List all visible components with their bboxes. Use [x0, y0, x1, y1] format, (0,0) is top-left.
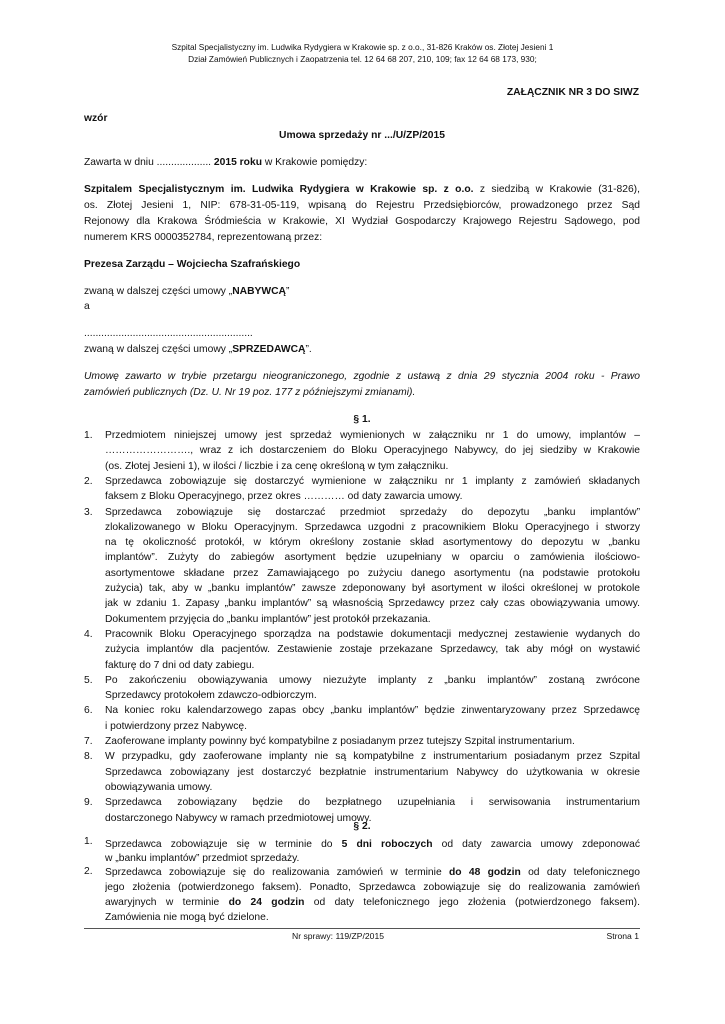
footer-page-number: Strona 1	[606, 931, 639, 941]
section-1-title: § 1.	[353, 414, 371, 425]
s1-item-number: 4.	[84, 628, 93, 640]
s2-item-2-number: 2.	[84, 866, 93, 877]
mode-line-1: Umowę zawarto w trybie przetargu nieograniczonego, zgodnie z ustawą z dnia 29 stycznia 2004 roku - Prawo	[84, 371, 640, 382]
footer-divider	[84, 928, 640, 929]
s1-item-line: faksem z Bloku Operacyjnego, przez okres ………… od daty zawarcia umowy.	[105, 491, 463, 503]
s1-item-number: 9.	[84, 797, 93, 809]
mode-line-2: zamówień publicznych (Dz. U. Nr 19 poz. 177 z późniejszymi zmianami).	[84, 387, 416, 398]
s2-item-1-number: 1.	[84, 836, 93, 847]
annex-label: ZAŁĄCZNIK NR 3 DO SIWZ	[506, 87, 639, 98]
s1-item-line: Sprzedawcy protokołem zdawczo-odbiorczym.	[105, 690, 317, 702]
s1-item-line: fakturę do 7 dni od daty zabiegu.	[105, 659, 255, 671]
seller-line: zwaną w dalszej części umowy „SPRZEDAWCĄ”.	[84, 344, 312, 355]
draft-label: wzór	[84, 113, 108, 124]
s1-item-line: zużycia implantów dla pacjentów. Zestawienie zostaje przekazane Sprzedawcy, tak aby mógł on wystawić	[105, 644, 640, 656]
s1-item-line: Zaoferowane implanty powinny być kompatybilne z posiadanym przez tutejszy Szpital instrumentarium.	[105, 736, 575, 747]
s1-item-number: 7.	[84, 736, 93, 747]
s1-item-line: Sprzedawca zobowiązany będzie do bezpłatnego uzupełniania i serwisowania instrumentarium	[105, 797, 640, 809]
s2-item-2-line-3: awaryjnych w terminie do 24 godzin od daty telefonicznego jego złożenia (potwierdzonego faksem).	[105, 897, 640, 908]
s1-item-line: jak w zdaniu 1. Zapasy „banku implantów” są własnością Sprzedawcy przez cały czas obowiązywania umowy.	[105, 598, 640, 610]
party1-line-2: os. Złotej Jesieni 1, NIP: 678-31-05-119, wpisaną do Rejestru Przedsiębiorców, prowadzonego przez Sąd	[84, 200, 640, 211]
s1-item-line: Sprzedawca zobowiązuje się dostarczać przedmiot sprzedaży do depozytu „banku implantów”	[105, 506, 640, 518]
s1-item-line: Dokumentem przyjęcia do „banku implantów” jest protokół przekazania.	[105, 613, 431, 625]
seller-dots: ...........................................................	[84, 328, 253, 339]
s1-item-line: Po zakończeniu obowiązywania umowy niezużyte implanty z „banku implantów” zostaną zwrócone	[105, 674, 640, 686]
s1-item-line: i potwierdzony przez Nabywcę.	[105, 720, 247, 732]
header-line-1: Szpital Specjalistyczny im. Ludwika Rydygiera w Krakowie sp. z o.o., 31-826 Kraków os. Złotej Jesieni 1	[171, 42, 554, 52]
s1-item-line: dostarczonego Nabywcy w ramach przedmiotowej umowy.	[105, 812, 372, 824]
party1-line-4: numerem KRS 0000352784, reprezentowaną przez:	[84, 232, 323, 243]
header-line-2: Dział Zamówień Publicznych i Zaopatrzenia tel. 12 64 68 207, 210, 109; fax 12 64 68 173, 930;	[188, 54, 537, 64]
s2-item-2-line-1: Sprzedawca zobowiązuje się do realizowania zamówień w terminie do 48 godzin od daty telefonicznego	[105, 867, 640, 878]
s1-item-number: 3.	[84, 506, 93, 518]
s1-item-line: Pracownik Bloku Operacyjnego sporządza na podstawie dokumentacji medycznej zestawienie wydanych do	[105, 628, 640, 640]
hospital-name: Szpitalem Specjalistycznym im. Ludwika Rydygiera w Krakowie sp. z o.o.	[84, 184, 474, 195]
s1-item-line: Przedmiotem niniejszej umowy jest sprzedaż wymienionych w załączniku nr 1 do umowy, implantów –	[105, 430, 640, 441]
president-line: Prezesa Zarządu – Wojciecha Szafrańskiego	[84, 259, 301, 270]
s1-item-line: zlokalizowanego w Bloku Operacyjnym. Sprzedawca uzgodni z pracownikiem Bloku Operacyjnego i stworzy	[105, 521, 640, 533]
s1-item-line: asortymentowe składane przez Zamawiającego po zużyciu danego asortymentu (na podstawie protokołu	[105, 567, 640, 579]
s1-item-number: 1.	[84, 430, 93, 441]
contract-title: Umowa sprzedaży nr .../U/ZP/2015	[279, 130, 445, 141]
s1-item-line: obowiązywania umowy.	[105, 781, 213, 793]
s1-item-number: 2.	[84, 475, 93, 487]
s1-item-line: zużycia) tak, aby w „banku implantów” zawsze zdeponowany był asortyment w ilości określonej w protokole	[105, 583, 640, 594]
s1-item-line: implantów”. Zużyty do zabiegów asortyment będzie uzupełniany w oparciu o zamówienia ilościowo-	[105, 552, 640, 564]
s2-item-1-line-1: Sprzedawca zobowiązuje się w terminie do 5 dni roboczych od daty zawarcia umowy zdeponować	[105, 839, 640, 850]
s1-item-number: 8.	[84, 751, 93, 763]
party1-line-3: Rejonowy dla Krakowa Śródmieścia w Krakowie, XI Wydział Gospodarczy Krajowego Rejestru Sądowego, pod	[84, 216, 640, 227]
s1-item-line: Na koniec roku kalendarzowego zapas obcy „banku implantów” będzie zinwentaryzowany przez Sprzedawcę	[105, 705, 640, 717]
s1-item-line: (os. Złotej Jesieni 1), w ilości / liczbie i za cenę określoną w tym załączniku.	[105, 460, 449, 472]
s1-item-line: Sprzedawca zobowiązuje się dostarczyć wymienione w załączniku nr 1 implanty z zamówień składanych	[105, 475, 640, 487]
s1-item-number: 6.	[84, 705, 93, 717]
s2-item-1-line-2: w „banku implantów” przedmiot sprzedaży.	[105, 853, 300, 864]
s1-item-line: W przypadku, gdy zaoferowane implanty nie są kompatybilne z instrumentarium posiadanym przez Szpital	[105, 751, 640, 763]
s2-item-2-line-2: jego złożenia (potwierdzonego faksem). Ponadto, Sprzedawca zobowiązuje się do realizowania zamówień	[105, 882, 640, 893]
section-2-title: § 2.	[353, 821, 371, 832]
party1-line-1: Szpitalem Specjalistycznym im. Ludwika Rydygiera w Krakowie sp. z o.o. z siedzibą w Krakowie (31-826),	[84, 184, 640, 195]
s1-item-line: na tę okoliczność protokół, w którym określony zostanie skład asortymentowy do depozytu w „banku	[105, 537, 640, 549]
s1-item-line: Sprzedawca zobowiązany jest dostarczyć bezpłatnie instrumentarium Nabywcy do użytkowania w okresie	[105, 766, 640, 778]
s2-item-2-line-4: Zamówienia nie mogą być dzielone.	[105, 912, 269, 923]
and-line: a	[84, 301, 90, 312]
intro-line: Zawarta w dniu ................... 2015 roku w Krakowie pomiędzy:	[84, 157, 368, 168]
footer-case-number: Nr sprawy: 119/ZP/2015	[292, 931, 385, 941]
s1-item-number: 5.	[84, 674, 93, 686]
s1-item-line: ……………………., wraz z ich dostarczeniem do Bloku Operacyjnego Nabywcy, do jej siedziby w Krakowie	[105, 445, 640, 457]
buyer-line: zwaną w dalszej części umowy „NABYWCĄ”	[84, 286, 290, 297]
